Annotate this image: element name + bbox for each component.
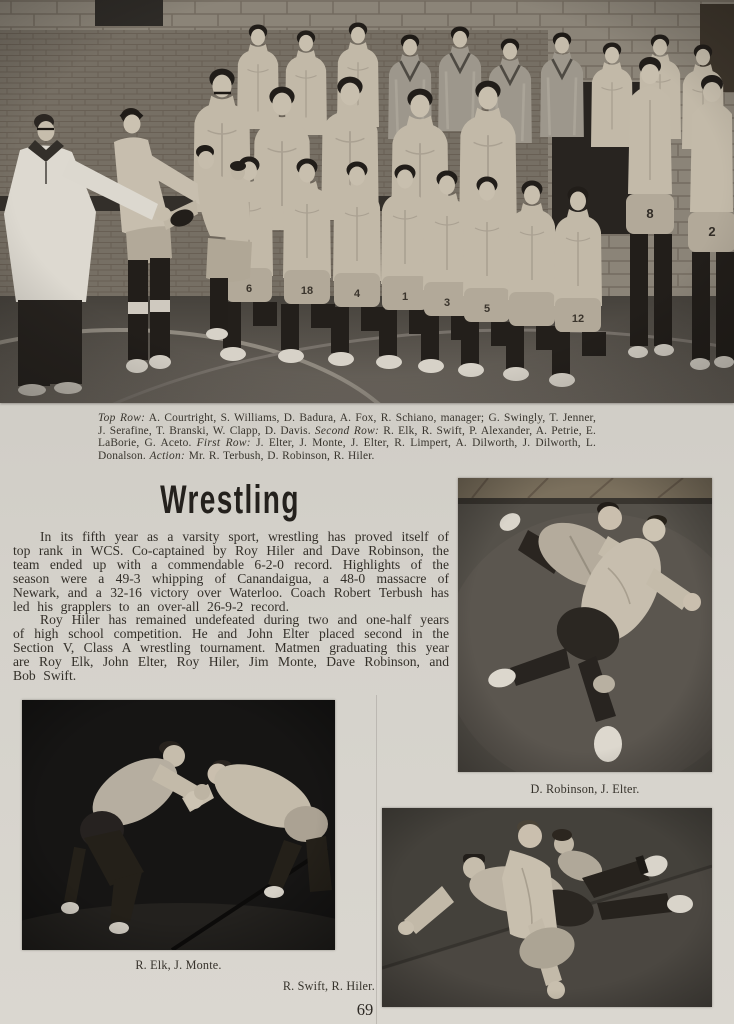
photo-caption-elk-monte: R. Elk, J. Monte.	[135, 958, 222, 972]
action-photo-elk-monte	[22, 700, 335, 950]
article-body	[13, 530, 449, 683]
article-title: Wrestling	[160, 478, 300, 522]
action-photo-swift-hiler	[382, 808, 712, 1007]
action-photo-c-illustration	[382, 808, 712, 1007]
action-photo-b-illustration	[22, 700, 335, 950]
caption-action-label: Action:	[149, 449, 186, 462]
team-photo-caption	[98, 412, 596, 462]
caption-top-row-names: A. Courtright, S. Williams, D. Badura, A. Fox, R. Schiano, manager; G. Swingly, T. Jenner, J. Serafine, T. Branski, W. Clapp, D. Davis.	[98, 412, 597, 437]
action-photo-robinson-elter	[458, 478, 712, 772]
photo-caption-robinson-elter: D. Robinson, J. Elter.	[530, 782, 640, 796]
caption-second-row-label: Second Row:	[314, 424, 380, 437]
photo-caption-swift-hiler: R. Swift, R. Hiler.	[282, 979, 375, 993]
team-photo	[0, 0, 734, 403]
team-photo-illustration	[0, 0, 734, 403]
caption-top-row-label: Top Row:	[98, 412, 146, 424]
action-photo-a-illustration	[458, 478, 712, 772]
page-fold-line	[376, 695, 377, 1024]
caption-first-row-label: First Row:	[196, 437, 251, 450]
caption-action-names: Mr. R. Terbush, D. Robinson, R. Hiler.	[185, 449, 375, 462]
article-paragraph-2: Roy Hiler has remained undefeated during two and one-half years of high school competition. He and John Elter placed second in the Section V, Class A wrestling tournament. Matmen graduating this year are Roy Elk, John Elter, Roy Hiler, Jim Monte, Dave Robinson, and Bob Swift.	[13, 612, 449, 684]
article-paragraph-1: In its fifth year as a varsity sport, wrestling has proved itself of top rank in WCS. Co-captained by Roy Hiler and Dave Robinson, the team ended up with a commendable 6-2-0 record. Highlights of the season were a 49-3 whipping of Canandaigua, a 48-0 massacre of Newark, and a 32-16 victory over Waterloo. Coach Robert Terbush has led his grapplers to an over-all 26-9-2 record.	[13, 529, 449, 614]
caption-first-row-names: J. Elter, J. Monte, J. Elter, R. Limpert, A. Dilworth, J. Dilworth, L. Donalson.	[98, 437, 597, 462]
page-number: 69	[356, 1000, 374, 1019]
caption-second-row-names: R. Elk, R. Swift, P. Alexander, A. Petrie, E. LaBorie, G. Aceto.	[98, 424, 596, 450]
